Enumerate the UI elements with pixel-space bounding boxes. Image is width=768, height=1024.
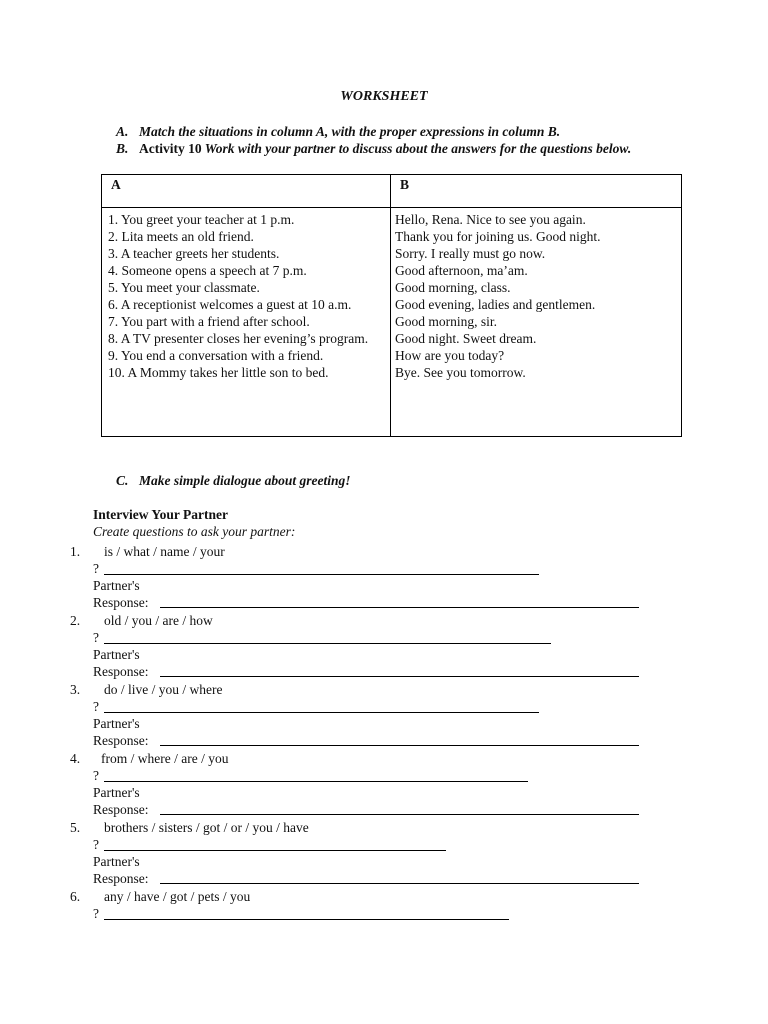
column-a-cell bbox=[102, 208, 391, 437]
question-number: 6. bbox=[70, 889, 81, 904]
partner-label: Partner's bbox=[93, 854, 140, 869]
expression-item: Hello, Rena. Nice to see you again. bbox=[395, 212, 586, 227]
response-answer-line[interactable] bbox=[160, 814, 639, 815]
column-b-cell bbox=[391, 208, 682, 437]
expression-item: Good afternoon, ma’am. bbox=[395, 263, 528, 278]
instruction-b bbox=[116, 140, 676, 174]
partner-label: Partner's bbox=[93, 785, 140, 800]
response-answer-line[interactable] bbox=[160, 676, 639, 677]
question-answer-line[interactable] bbox=[104, 919, 509, 920]
question-mark: ? bbox=[93, 630, 99, 645]
question-number: 4. bbox=[70, 751, 81, 766]
situation-item: 5. You meet your classmate. bbox=[108, 280, 260, 295]
situation-item: 10. A Mommy takes her little son to bed. bbox=[108, 365, 329, 380]
situation-item: 8. A TV presenter closes her evening’s program. bbox=[108, 331, 369, 346]
instruction-a bbox=[116, 123, 676, 140]
question-number: 5. bbox=[70, 820, 81, 835]
response-label: Response: bbox=[93, 733, 149, 748]
question-mark: ? bbox=[93, 768, 99, 783]
expression-item: Good morning, sir. bbox=[395, 314, 498, 329]
expression-item: Thank you for joining us. Good night. bbox=[395, 229, 601, 244]
question-number: 1. bbox=[70, 544, 81, 559]
interview-subtitle: Create questions to ask your partner: bbox=[93, 524, 296, 539]
question-item bbox=[0, 888, 768, 958]
expression-item: How are you today? bbox=[395, 348, 505, 363]
jumbled-words: old / you / are / how bbox=[104, 613, 213, 628]
activity-label: Activity 10 bbox=[139, 141, 202, 156]
question-mark: ? bbox=[93, 837, 99, 852]
situation-item: 3. A teacher greets her students. bbox=[108, 246, 280, 261]
section-c-letter: C. bbox=[116, 473, 129, 488]
instruction-letter: B. bbox=[116, 141, 129, 156]
section-c-text: Make simple dialogue about greeting! bbox=[139, 473, 351, 488]
matching-table bbox=[101, 174, 682, 437]
response-label: Response: bbox=[93, 664, 149, 679]
situation-item: 9. You end a conversation with a friend. bbox=[108, 348, 324, 363]
instruction-text bbox=[139, 140, 676, 157]
expression-item: Bye. See you tomorrow. bbox=[395, 365, 526, 380]
question-item bbox=[0, 750, 768, 820]
situation-item: 6. A receptionist welcomes a guest at 10 a.m. bbox=[108, 297, 352, 312]
question-number: 2. bbox=[70, 613, 81, 628]
situation-item: 2. Lita meets an old friend. bbox=[108, 229, 254, 244]
jumbled-words: do / live / you / where bbox=[104, 682, 223, 697]
situation-item: 4. Someone opens a speech at 7 p.m. bbox=[108, 263, 307, 278]
column-b-header: B bbox=[391, 175, 682, 208]
response-label: Response: bbox=[93, 595, 149, 610]
question-item bbox=[0, 612, 768, 682]
question-mark: ? bbox=[93, 906, 99, 921]
question-item bbox=[0, 819, 768, 889]
question-answer-line[interactable] bbox=[104, 781, 528, 782]
question-answer-line[interactable] bbox=[104, 850, 446, 851]
interview-title: Interview Your Partner bbox=[93, 507, 228, 522]
question-answer-line[interactable] bbox=[104, 643, 551, 644]
expression-item: Good evening, ladies and gentlemen. bbox=[395, 297, 596, 312]
section-c bbox=[116, 472, 351, 489]
activity-text: Work with your partner to discuss about the answers for the questions below. bbox=[204, 141, 632, 156]
instruction-letter: A. bbox=[116, 124, 129, 139]
situation-item: 1. You greet your teacher at 1 p.m. bbox=[108, 212, 295, 227]
question-answer-line[interactable] bbox=[104, 712, 539, 713]
question-mark: ? bbox=[93, 699, 99, 714]
partner-label: Partner's bbox=[93, 647, 140, 662]
jumbled-words: brothers / sisters / got / or / you / have bbox=[104, 820, 309, 835]
jumbled-words: is / what / name / your bbox=[104, 544, 225, 559]
expression-item: Sorry. I really must go now. bbox=[395, 246, 546, 261]
jumbled-words: any / have / got / pets / you bbox=[104, 889, 251, 904]
partner-label: Partner's bbox=[93, 578, 140, 593]
response-answer-line[interactable] bbox=[160, 883, 639, 884]
jumbled-words: from / where / are / you bbox=[101, 751, 229, 766]
response-answer-line[interactable] bbox=[160, 607, 639, 608]
question-item bbox=[0, 681, 768, 751]
question-item bbox=[0, 543, 768, 613]
expression-item: Good night. Sweet dream. bbox=[395, 331, 537, 346]
expression-item: Good morning, class. bbox=[395, 280, 511, 295]
question-answer-line[interactable] bbox=[104, 574, 539, 575]
question-number: 3. bbox=[70, 682, 81, 697]
question-mark: ? bbox=[93, 561, 99, 576]
response-answer-line[interactable] bbox=[160, 745, 639, 746]
partner-label: Partner's bbox=[93, 716, 140, 731]
worksheet-title: WORKSHEET bbox=[340, 89, 428, 104]
response-label: Response: bbox=[93, 802, 149, 817]
response-label: Response: bbox=[93, 871, 149, 886]
situation-item: 7. You part with a friend after school. bbox=[108, 314, 310, 329]
column-a-header: A bbox=[102, 175, 391, 208]
instruction-text: Match the situations in column A, with the proper expressions in column B. bbox=[139, 124, 561, 139]
